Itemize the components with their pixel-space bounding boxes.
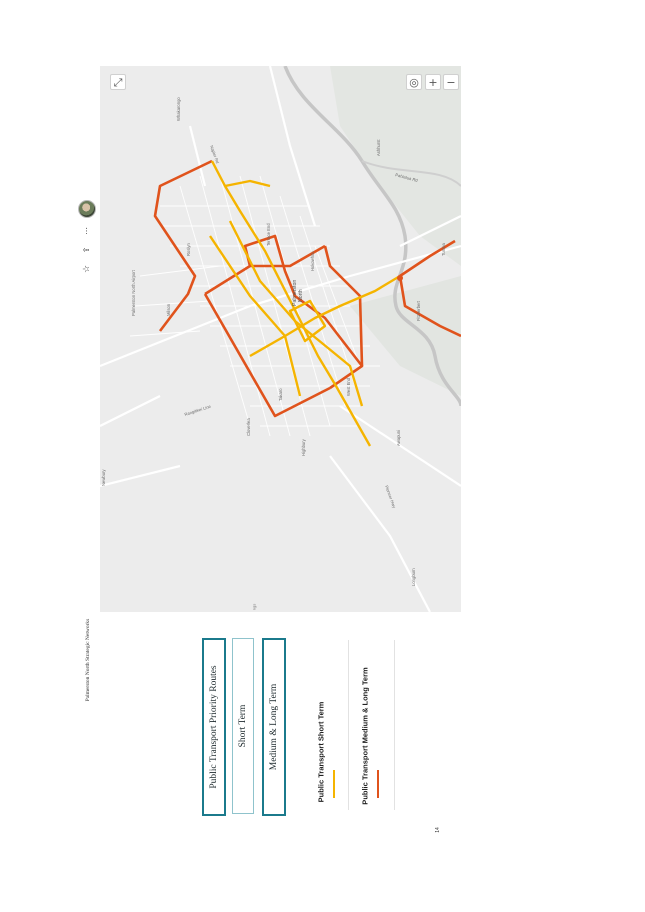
svg-text:Rangitikei Line: Rangitikei Line — [183, 403, 212, 417]
svg-text:Terrace End: Terrace End — [266, 223, 271, 246]
avatar[interactable] — [78, 200, 96, 218]
svg-text:Awapuni: Awapuni — [396, 430, 401, 446]
svg-text:Takaro: Takaro — [278, 388, 283, 401]
place-label: Whakarongo — [176, 97, 181, 121]
tab-medium-long-term[interactable]: Medium & Long Term — [262, 638, 286, 816]
svg-text:Napier Rd: Napier Rd — [209, 144, 221, 165]
tab-public-transport-priority-routes[interactable]: Public Transport Priority Routes — [202, 638, 226, 816]
share-icon[interactable]: ⇪ — [82, 246, 91, 254]
svg-text:North: North — [298, 289, 304, 302]
page-number: 14 — [435, 827, 441, 833]
star-icon[interactable]: ☆ — [82, 264, 92, 274]
legend-label-short-term: Public Transport Short Term — [316, 701, 326, 803]
more-icon[interactable]: ⋯ — [82, 227, 91, 235]
svg-text:Highbury: Highbury — [301, 439, 306, 456]
zoom-out-button[interactable]: − — [443, 74, 459, 90]
svg-text:West End: West End — [346, 377, 351, 396]
legend-swatch-medium-long-term — [377, 770, 379, 798]
svg-text:Milson: Milson — [166, 303, 171, 316]
legend — [300, 640, 410, 820]
legend-divider — [394, 640, 395, 810]
svg-text:Newbury: Newbury — [101, 469, 106, 486]
expand-icon[interactable]: ⤢ — [110, 74, 126, 90]
svg-text:Hokowhitu: Hokowhitu — [310, 251, 315, 271]
zoom-in-button[interactable]: + — [425, 74, 441, 90]
svg-text:Pahiatua Rd: Pahiatua Rd — [394, 172, 419, 183]
legend-swatch-short-term — [333, 770, 335, 798]
svg-text:Pioneer Hwy: Pioneer Hwy — [384, 484, 397, 509]
map-view[interactable] — [100, 66, 461, 612]
svg-text:Fitzherbert: Fitzherbert — [416, 300, 421, 321]
legend-divider — [348, 640, 349, 810]
svg-text:Roslyn: Roslyn — [186, 243, 191, 256]
map-canvas — [100, 66, 461, 612]
svg-text:Palmerston North Airport: Palmerston North Airport — [131, 270, 136, 316]
svg-text:Turitea: Turitea — [441, 243, 446, 256]
layers-icon[interactable]: ◎ — [406, 74, 422, 90]
svg-text:Palmerston: Palmerston — [292, 279, 298, 306]
legend-label-medium-long-term: Public Transport Medium & Long Term — [360, 667, 370, 805]
svg-text:Longburn: Longburn — [411, 568, 416, 586]
svg-text:Ashhurst: Ashhurst — [376, 139, 381, 156]
tab-short-term[interactable]: Short Term — [232, 638, 254, 814]
svg-text:Cloverlea: Cloverlea — [246, 418, 251, 436]
map-scale-label: ngs — [251, 603, 257, 611]
page-title: Palmerston North Strategic Networks — [85, 618, 91, 702]
